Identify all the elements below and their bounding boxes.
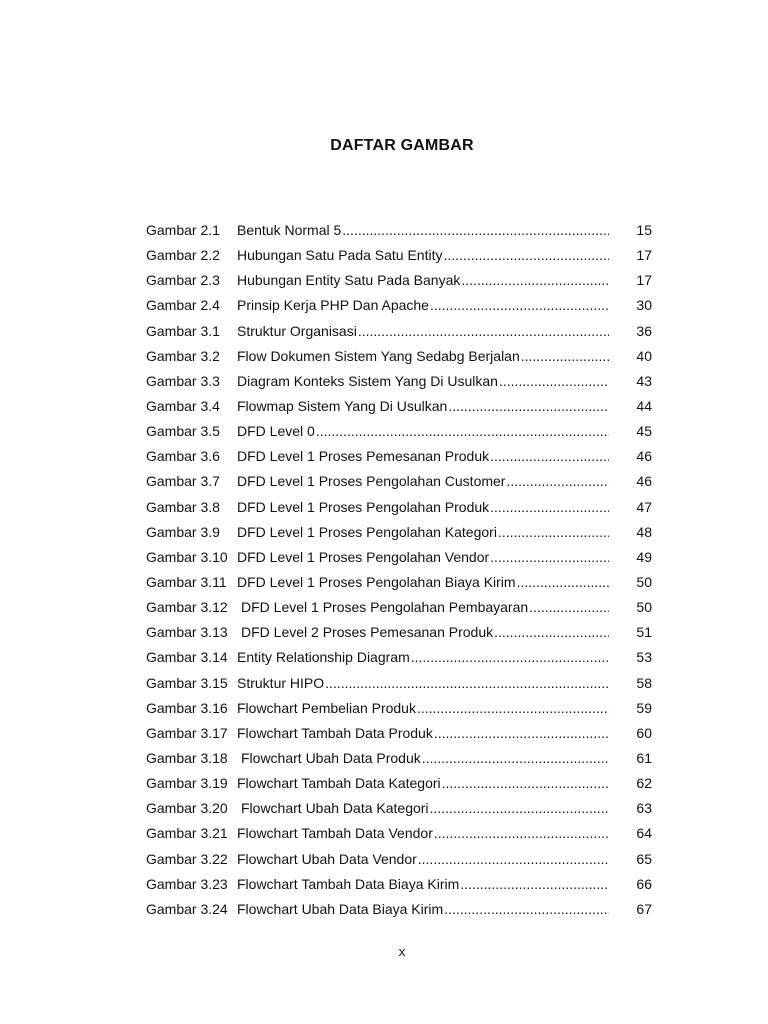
- figure-title: Flowchart Tambah Data Produk: [237, 724, 433, 741]
- figure-label: Gambar 3.5: [146, 423, 220, 440]
- toc-row: [146, 419, 652, 444]
- toc-row: [146, 495, 652, 520]
- toc-row: [146, 218, 652, 243]
- page-number: 66: [636, 875, 652, 892]
- figure-label: Gambar 3.6: [146, 448, 220, 465]
- figure-label: Gambar 3.4: [146, 397, 220, 414]
- page-number: 46: [636, 448, 652, 465]
- page-number: 43: [636, 372, 652, 389]
- figure-title: DFD Level 1 Proses Pengolahan Produk: [237, 498, 490, 515]
- figure-label: Gambar 3.23: [146, 875, 228, 892]
- figure-label: Gambar 3.8: [146, 498, 220, 515]
- toc-row: [146, 595, 652, 620]
- toc-row: [146, 696, 652, 721]
- figure-title: Bentuk Normal 5: [237, 222, 342, 238]
- figure-label: Gambar 3.24: [146, 900, 228, 917]
- toc-row: [146, 444, 652, 469]
- page-number: 45: [636, 423, 652, 440]
- page-number: 58: [636, 674, 652, 691]
- toc-row: [146, 369, 652, 394]
- toc-row: [146, 293, 652, 318]
- page-number: 30: [636, 297, 652, 314]
- toc-row: [146, 344, 652, 369]
- toc-row: [146, 796, 652, 821]
- toc-row: [146, 645, 652, 670]
- page-number: 63: [636, 800, 652, 817]
- figure-label: Gambar 3.2: [146, 347, 220, 364]
- figure-title: Struktur Organisasi: [237, 322, 357, 339]
- figure-title: DFD Level 1 Proses Pengolahan Kategori: [237, 523, 497, 540]
- figure-label: Gambar 3.1: [146, 322, 220, 339]
- toc-row: [146, 469, 652, 494]
- figure-title: Flowchart Pembelian Produk: [237, 699, 416, 716]
- page-number: 40: [636, 347, 652, 364]
- page-number: 50: [636, 599, 652, 616]
- toc-row: [146, 243, 652, 268]
- figure-label: Gambar 3.11: [146, 573, 227, 590]
- figure-list: [146, 218, 652, 922]
- page-number: 65: [636, 850, 652, 867]
- page-number: 61: [636, 749, 652, 766]
- toc-row: [146, 771, 652, 796]
- figure-title: DFD Level 1 Proses Pengolahan Customer: [237, 473, 506, 490]
- page-title: DAFTAR GAMBAR: [330, 137, 474, 154]
- figure-title: Flowchart Ubah Data Biaya Kirim: [237, 900, 444, 917]
- figure-label: Gambar 3.22: [146, 850, 228, 867]
- page-number: 17: [636, 272, 652, 289]
- page-number: 15: [636, 222, 652, 238]
- figure-title: DFD Level 1 Proses Pengolahan Vendor: [237, 548, 490, 565]
- figure-title: DFD Level 0: [237, 423, 315, 440]
- figure-label: Gambar 3.21: [146, 825, 228, 842]
- figure-title: Flowchart Ubah Data Kategori: [241, 800, 429, 817]
- figure-title: Prinsip Kerja PHP Dan Apache: [237, 297, 429, 314]
- figure-title: Flow Dokumen Sistem Yang Sedabg Berjalan: [237, 347, 520, 364]
- page-number: 50: [636, 573, 652, 590]
- figure-label: Gambar 3.9: [146, 523, 220, 540]
- page-number: 51: [636, 624, 652, 641]
- figure-label: Gambar 3.18: [146, 749, 228, 766]
- figure-label: Gambar 2.3: [146, 272, 220, 289]
- figure-title: Flowchart Tambah Data Biaya Kirim: [237, 875, 460, 892]
- figure-label: Gambar 3.12: [146, 599, 228, 616]
- figure-title: Flowchart Ubah Data Produk: [241, 749, 421, 766]
- figure-title: DFD Level 2 Proses Pemesanan Produk: [241, 624, 494, 641]
- page-number: 17: [636, 247, 652, 264]
- figure-title: DFD Level 1 Proses Pengolahan Pembayaran: [241, 599, 529, 616]
- page-number: 48: [636, 523, 652, 540]
- figure-label: Gambar 3.17: [146, 724, 228, 741]
- page-number-footer: x: [398, 945, 406, 960]
- toc-row: [146, 570, 652, 595]
- figure-title: Flowchart Ubah Data Vendor: [237, 850, 417, 867]
- page-number: 64: [636, 825, 652, 842]
- toc-row: [146, 319, 652, 344]
- figure-label: Gambar 3.10: [146, 548, 228, 565]
- page-number: 53: [636, 649, 652, 666]
- toc-row: [146, 520, 652, 545]
- page-number: 60: [636, 724, 652, 741]
- page-number: 36: [636, 322, 652, 339]
- page-number: 49: [636, 548, 652, 565]
- page-number: 47: [636, 498, 652, 515]
- figure-title: Entity Relationship Diagram: [237, 649, 410, 666]
- figure-label: Gambar 3.20: [146, 800, 228, 817]
- figure-title: DFD Level 1 Proses Pemesanan Produk: [237, 448, 490, 465]
- page-number: 59: [636, 699, 652, 716]
- toc-row: [146, 671, 652, 696]
- toc-row: [146, 746, 652, 771]
- toc-row: [146, 721, 652, 746]
- toc-row: [146, 821, 652, 846]
- page-number: 67: [636, 900, 652, 917]
- figure-label: Gambar 2.4: [146, 297, 220, 314]
- figure-title: Struktur HIPO: [237, 674, 325, 691]
- figure-label: Gambar 3.16: [146, 699, 228, 716]
- figure-label: Gambar 2.1: [146, 222, 220, 238]
- figure-title: Flowchart Tambah Data Kategori: [237, 775, 441, 792]
- toc-row: [146, 545, 652, 570]
- figure-label: Gambar 3.13: [146, 624, 228, 641]
- figure-title: DFD Level 1 Proses Pengolahan Biaya Kirim: [237, 573, 516, 590]
- figure-label: Gambar 3.7: [146, 473, 220, 490]
- figure-label: Gambar 3.3: [146, 372, 220, 389]
- figure-label: Gambar 3.15: [146, 674, 228, 691]
- page-number: 46: [636, 473, 652, 490]
- toc-row: [146, 268, 652, 293]
- figure-label: Gambar 2.2: [146, 247, 220, 264]
- figure-title: Hubungan Entity Satu Pada Banyak: [237, 272, 461, 289]
- page-number: 44: [636, 397, 652, 414]
- toc-row: [146, 394, 652, 419]
- page-number: 62: [636, 775, 652, 792]
- toc-row: [146, 847, 652, 872]
- figure-title: Flowchart Tambah Data Vendor: [237, 825, 433, 842]
- figure-label: Gambar 3.14: [146, 649, 228, 666]
- figure-label: Gambar 3.19: [146, 775, 228, 792]
- toc-row: [146, 620, 652, 645]
- figure-title: Hubungan Satu Pada Satu Entity: [237, 247, 443, 264]
- figure-title: Flowmap Sistem Yang Di Usulkan: [237, 397, 448, 414]
- toc-row: [146, 897, 652, 922]
- figure-title: Diagram Konteks Sistem Yang Di Usulkan: [237, 372, 498, 389]
- toc-row: [146, 872, 652, 897]
